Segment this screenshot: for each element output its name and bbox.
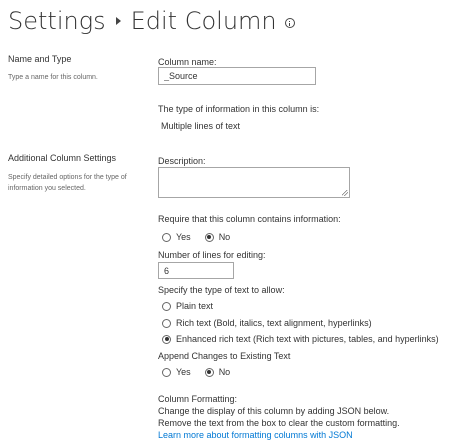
text-type-plain-option[interactable] [162, 300, 213, 312]
column-name-input[interactable] [158, 67, 316, 85]
text-type-plain-radio[interactable] [162, 302, 171, 311]
type-info-label: The type of information in this column is: [158, 104, 320, 114]
append-yes-radio[interactable] [162, 368, 171, 377]
append-no-radio[interactable] [205, 368, 214, 377]
append-no-label: No [218, 367, 231, 377]
info-icon[interactable] [285, 18, 295, 28]
section-heading-additional-settings: Additional Column Settings [8, 153, 117, 163]
append-no-option[interactable] [205, 367, 231, 377]
text-type-rich-label: Rich text (Bold, italics, text alignment, hyperlinks) [176, 318, 372, 328]
formatting-line-1: Change the display of this column by adding JSON below. [158, 406, 390, 416]
section-description-additional-settings: Specify detailed options for the type of information you selected. [8, 174, 127, 192]
description-textarea[interactable] [158, 167, 350, 198]
resize-handle-icon[interactable] [342, 190, 348, 196]
lines-label: Number of lines for editing: [158, 250, 266, 260]
require-no-radio[interactable] [205, 233, 214, 242]
text-type-label: Specify the type of text to allow: [158, 285, 285, 295]
text-type-rich-radio[interactable] [162, 319, 171, 328]
append-yes-label: Yes [176, 367, 191, 377]
append-yes-option[interactable] [162, 367, 191, 377]
text-type-plain-label: Plain text [176, 301, 214, 311]
require-no-option[interactable] [205, 232, 231, 242]
formatting-learn-more-link[interactable]: Learn more about formatting columns with JSON [158, 430, 353, 440]
require-yes-radio[interactable] [162, 233, 171, 242]
section-description-name-and-type: Type a name for this column. [8, 74, 98, 81]
lines-input[interactable] [158, 262, 234, 279]
require-label: Require that this column contains information: [158, 214, 341, 224]
breadcrumb-settings[interactable]: Settings [8, 7, 106, 35]
text-type-rich-option[interactable] [162, 317, 372, 329]
section-heading-name-and-type: Name and Type [8, 54, 72, 64]
require-radio-group [162, 231, 244, 243]
require-yes-option[interactable] [162, 232, 191, 242]
require-yes-label: Yes [176, 232, 191, 242]
formatting-heading: Column Formatting: [158, 394, 238, 404]
text-type-enhanced-radio[interactable] [162, 335, 171, 344]
breadcrumb-separator-icon [116, 17, 121, 25]
require-no-label: No [218, 232, 231, 242]
type-info-value: Multiple lines of text [161, 121, 241, 131]
formatting-line-2: Remove the text from the box to clear the custom formatting. [158, 418, 400, 428]
text-type-enhanced-label: Enhanced rich text (Rich text with pictures, tables, and hyperlinks) [176, 334, 439, 344]
breadcrumb-current: Edit Column [130, 7, 277, 35]
page-title [8, 4, 295, 38]
append-label: Append Changes to Existing Text [158, 351, 291, 361]
description-label: Description: [158, 156, 206, 166]
append-radio-group [162, 366, 244, 378]
text-type-enhanced-option[interactable] [162, 333, 439, 345]
column-name-label: Column name: [158, 57, 217, 67]
